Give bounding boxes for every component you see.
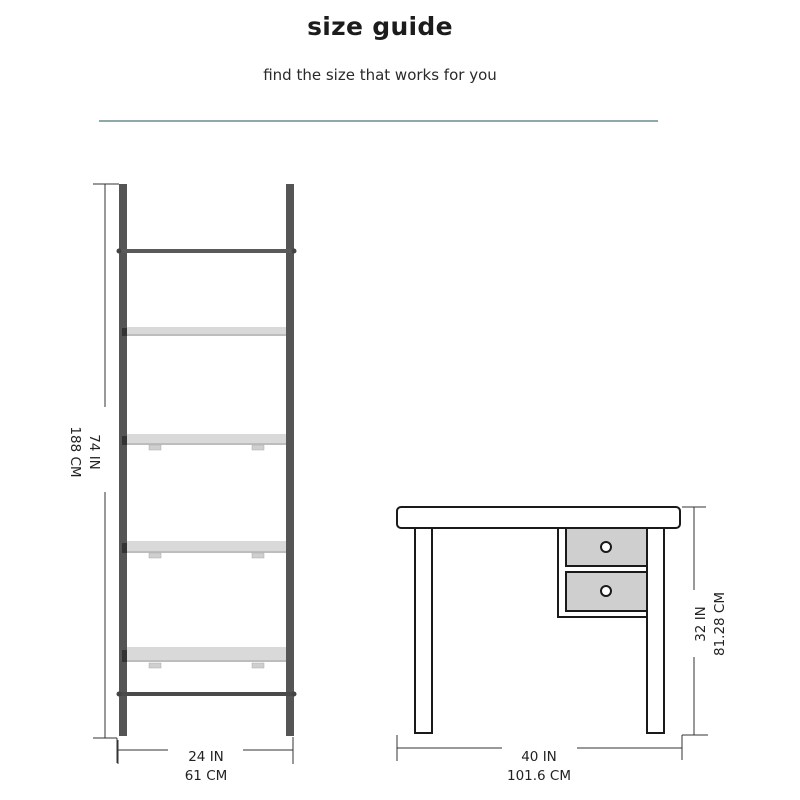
page-title: size guide xyxy=(307,12,453,41)
ladder-width-label xyxy=(156,748,256,786)
ladder-height-cm: 188 CM xyxy=(67,426,83,478)
drawer-top-knob xyxy=(601,542,611,552)
desk-illustration xyxy=(397,507,680,733)
drawer-bottom-knob xyxy=(601,586,611,596)
ladder-height-inches: 74 IN xyxy=(86,434,102,470)
desk-left-leg xyxy=(415,528,432,733)
desk-height-cm: 81.28 CM xyxy=(712,592,728,657)
ladder-width-cm: 61 CM xyxy=(184,768,228,784)
ladder-shelf-1 xyxy=(122,327,286,336)
ladder-height-label xyxy=(63,412,103,492)
ladder-width-inches: 24 IN xyxy=(188,749,224,765)
ladder-shelf-illustration xyxy=(93,184,297,764)
desk-height-label xyxy=(692,579,732,669)
desk-height-inches: 32 IN xyxy=(693,606,709,642)
desk-width-inches: 40 IN xyxy=(521,749,557,765)
ladder-top-bar xyxy=(118,249,295,253)
ladder-shelf-2 xyxy=(122,434,286,450)
desk-width-cm: 101.6 CM xyxy=(506,768,571,784)
ladder-bottom-bar xyxy=(118,692,295,696)
desk-top xyxy=(397,507,680,528)
desk-width-label xyxy=(479,748,599,786)
ladder-shelf-3 xyxy=(122,541,286,558)
desk-right-leg xyxy=(647,528,664,733)
ladder-shelf-4 xyxy=(122,647,286,668)
ladder-right-post xyxy=(286,184,294,736)
page-subtitle: find the size that works for you xyxy=(263,66,497,84)
